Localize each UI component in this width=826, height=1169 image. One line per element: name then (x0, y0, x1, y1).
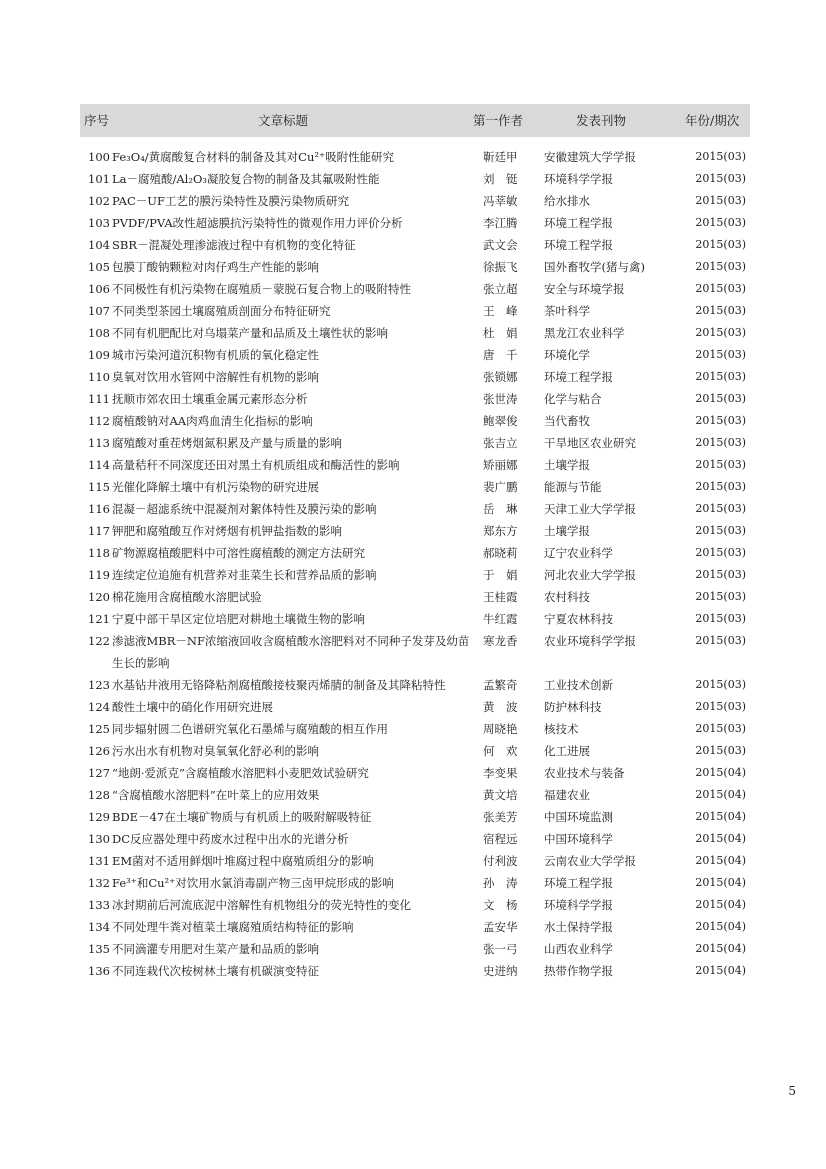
row-number: 115 (88, 480, 110, 494)
row-author: 武文会 (483, 238, 518, 252)
row-title: 臭氧对饮用水管网中溶解性有机物的影响 (112, 370, 319, 384)
row-issue: 2015(04) (695, 854, 746, 867)
header-issue: 年份/期次 (685, 113, 740, 128)
row-issue: 2015(03) (695, 370, 746, 383)
row-journal: 环境化学 (544, 348, 590, 362)
table-row (0, 344, 826, 366)
row-number: 105 (88, 260, 110, 274)
row-title: “含腐植酸水溶肥料”在叶菜上的应用效果 (112, 788, 320, 802)
row-issue: 2015(04) (695, 810, 746, 823)
row-title: 光催化降解土壤中有机污染物的研究进展 (112, 480, 319, 494)
table-row (0, 212, 826, 234)
row-issue: 2015(03) (695, 722, 746, 735)
row-number: 119 (88, 568, 110, 582)
row-journal: 环境工程学报 (544, 876, 613, 890)
row-number: 117 (88, 524, 110, 538)
row-number: 129 (88, 810, 110, 824)
row-title: Fe₃O₄/黄腐酸复合材料的制备及其对Cu²⁺吸附性能研究 (112, 150, 395, 164)
table-row (0, 696, 826, 718)
row-title: 不同有机肥配比对乌塌菜产量和品质及土壤性状的影响 (112, 326, 388, 340)
row-author: 郑东方 (483, 524, 518, 538)
row-author: 张一弓 (483, 942, 518, 956)
table-row (0, 278, 826, 300)
row-title: Fe³⁺和Cu²⁺对饮用水氯消毒副产物三卤甲烷形成的影响 (112, 876, 394, 890)
row-title: 连续定位追施有机营养对韭菜生长和营养品质的影响 (112, 568, 377, 582)
row-issue: 2015(03) (695, 150, 746, 163)
row-journal: 黑龙江农业科学 (544, 326, 625, 340)
row-journal: 干旱地区农业研究 (544, 436, 636, 450)
row-author: 张美芳 (483, 810, 518, 824)
row-author: 张世涛 (483, 392, 518, 406)
row-author: 孙 涛 (483, 876, 518, 890)
row-number: 134 (88, 920, 110, 934)
row-author: 唐 千 (483, 348, 518, 362)
row-issue: 2015(04) (695, 920, 746, 933)
table-row (0, 190, 826, 212)
table-row (0, 630, 826, 674)
header-author: 第一作者 (473, 113, 524, 128)
row-title: 不同连栽代次桉树林土壤有机碳演变特征 (112, 964, 319, 978)
row-author: 矫丽娜 (483, 458, 518, 472)
row-title: 棉花施用含腐植酸水溶肥试验 (112, 590, 262, 604)
row-title: 同步辐射圆二色谱研究氧化石墨烯与腐殖酸的相互作用 (112, 722, 388, 736)
row-number: 120 (88, 590, 110, 604)
row-issue: 2015(03) (695, 392, 746, 405)
row-issue: 2015(04) (695, 876, 746, 889)
row-title: 不同极性有机污染物在腐殖质－蒙脱石复合物上的吸附特性 (112, 282, 411, 296)
row-title: 冰封期前后河流底泥中溶解性有机物组分的荧光特性的变化 (112, 898, 411, 912)
row-number: 118 (88, 546, 110, 560)
row-number: 108 (88, 326, 110, 340)
table-row (0, 322, 826, 344)
row-issue: 2015(03) (695, 260, 746, 273)
row-journal: 工业技术创新 (544, 678, 613, 692)
row-issue: 2015(03) (695, 436, 746, 449)
row-author: 李江腾 (483, 216, 518, 230)
page-number: 5 (788, 1084, 796, 1098)
table-row (0, 784, 826, 806)
row-journal: 云南农业大学学报 (544, 854, 636, 868)
table-row (0, 542, 826, 564)
row-title: PAC－UF工艺的膜污染特性及膜污染物质研究 (112, 194, 349, 208)
row-title: DC反应器处理中药废水过程中出水的光谱分析 (112, 832, 349, 846)
row-issue: 2015(03) (695, 700, 746, 713)
row-number: 112 (88, 414, 110, 428)
row-number: 124 (88, 700, 110, 714)
row-issue: 2015(04) (695, 964, 746, 977)
row-title: 酸性土壤中的硝化作用研究进展 (112, 700, 273, 714)
row-journal: 宁夏农林科技 (544, 612, 613, 626)
row-author: 孟安华 (483, 920, 518, 934)
row-title: 水基钻井液用无铬降粘剂腐植酸接枝聚丙烯腈的制备及其降粘特性 (112, 678, 446, 692)
row-author: 付利波 (483, 854, 518, 868)
row-issue: 2015(04) (695, 832, 746, 845)
row-journal: 给水排水 (544, 194, 590, 208)
row-journal: 中国环境科学 (544, 832, 613, 846)
row-number: 135 (88, 942, 110, 956)
row-author: 冯莘敏 (483, 194, 518, 208)
row-number: 132 (88, 876, 110, 890)
row-number: 106 (88, 282, 110, 296)
row-journal: 河北农业大学学报 (544, 568, 636, 582)
row-title: SBR－混凝处理渗滤液过程中有机物的变化特征 (112, 238, 356, 252)
row-number: 131 (88, 854, 110, 868)
row-author: 王桂霞 (483, 590, 518, 604)
row-title: 不同滴灌专用肥对生菜产量和品质的影响 (112, 942, 319, 956)
row-journal: 环境科学学报 (544, 898, 613, 912)
row-number: 114 (88, 458, 110, 472)
row-number: 100 (88, 150, 110, 164)
row-number: 116 (88, 502, 110, 516)
row-issue: 2015(04) (695, 898, 746, 911)
row-number: 133 (88, 898, 110, 912)
row-title: 混凝－超滤系统中混凝剂对絮体特性及膜污染的影响 (112, 502, 377, 516)
row-title: 腐植酸钠对AA肉鸡血清生化指标的影响 (112, 414, 313, 428)
row-number: 130 (88, 832, 110, 846)
row-author: 何 欢 (483, 744, 518, 758)
row-number: 109 (88, 348, 110, 362)
table-row (0, 674, 826, 696)
header-title: 文章标题 (258, 113, 309, 128)
row-author: 杜 娟 (483, 326, 518, 340)
row-author: 周晓艳 (483, 722, 518, 736)
row-number: 125 (88, 722, 110, 736)
row-journal: 能源与节能 (544, 480, 602, 494)
row-author: 张立超 (483, 282, 518, 296)
row-title: 腐殖酸对重茬烤烟氮积累及产量与质量的影响 (112, 436, 342, 450)
row-author: 徐振飞 (483, 260, 518, 274)
table-row (0, 256, 826, 278)
row-author: 靳廷甲 (483, 150, 518, 164)
row-author: 裴广鹏 (483, 480, 518, 494)
row-issue: 2015(03) (695, 524, 746, 537)
row-number: 103 (88, 216, 110, 230)
table-header (80, 104, 750, 137)
row-title: 渗滤液MBR－NF浓缩液回收含腐植酸水溶肥料对不同种子发芽及幼苗生长的影响 (112, 634, 470, 670)
row-number: 102 (88, 194, 110, 208)
row-number: 123 (88, 678, 110, 692)
row-title: BDE－47在土壤矿物质与有机质上的吸附解吸特征 (112, 810, 372, 824)
table-row (0, 586, 826, 608)
row-issue: 2015(03) (695, 678, 746, 691)
row-journal: 安徽建筑大学学报 (544, 150, 636, 164)
table-row (0, 894, 826, 916)
row-issue: 2015(03) (695, 612, 746, 625)
table-row (0, 498, 826, 520)
row-journal: 热带作物学报 (544, 964, 613, 978)
row-journal: 茶叶科学 (544, 304, 590, 318)
row-author: 黄文培 (483, 788, 518, 802)
table-row (0, 960, 826, 982)
row-title: “地朗·爱派克”含腐植酸水溶肥料小麦肥效试验研究 (112, 766, 369, 780)
table-row (0, 718, 826, 740)
row-issue: 2015(03) (695, 480, 746, 493)
row-issue: 2015(04) (695, 942, 746, 955)
row-journal: 农业环境科学学报 (544, 634, 636, 648)
row-journal: 福建农业 (544, 788, 590, 802)
table-row (0, 916, 826, 938)
row-issue: 2015(04) (695, 788, 746, 801)
row-title: 高量秸秆不同深度还田对黑土有机质组成和酶活性的影响 (112, 458, 400, 472)
row-journal: 土壤学报 (544, 524, 590, 538)
row-author: 牛红霞 (483, 612, 518, 626)
table-row (0, 410, 826, 432)
row-number: 113 (88, 436, 110, 450)
table-row (0, 938, 826, 960)
row-issue: 2015(03) (695, 634, 746, 647)
row-issue: 2015(04) (695, 766, 746, 779)
row-number: 126 (88, 744, 110, 758)
row-journal: 化学与粘合 (544, 392, 602, 406)
row-issue: 2015(03) (695, 590, 746, 603)
table-row (0, 740, 826, 762)
table-row (0, 168, 826, 190)
table-row (0, 476, 826, 498)
row-author: 岳 琳 (483, 502, 518, 516)
row-author: 张锁娜 (483, 370, 518, 384)
row-title: 城市污染河道沉积物有机质的氧化稳定性 (112, 348, 319, 362)
row-author: 王 峰 (483, 304, 518, 318)
table-row (0, 564, 826, 586)
row-title: 宁夏中部干旱区定位培肥对耕地土壤微生物的影响 (112, 612, 365, 626)
row-issue: 2015(03) (695, 304, 746, 317)
row-author: 宿程远 (483, 832, 518, 846)
row-author: 张吉立 (483, 436, 518, 450)
row-title: 钾肥和腐殖酸互作对烤烟有机钾盐指数的影响 (112, 524, 342, 538)
table-row (0, 300, 826, 322)
row-number: 128 (88, 788, 110, 802)
row-journal: 当代畜牧 (544, 414, 590, 428)
row-number: 101 (88, 172, 110, 186)
row-number: 121 (88, 612, 110, 626)
table-row (0, 388, 826, 410)
row-journal: 水土保持学报 (544, 920, 613, 934)
row-issue: 2015(03) (695, 326, 746, 339)
row-title: 污水出水有机物对臭氧氧化舒必利的影响 (112, 744, 319, 758)
row-journal: 环境工程学报 (544, 370, 613, 384)
row-author: 黄 波 (483, 700, 518, 714)
row-title: 抚顺市郊农田土壤重金属元素形态分析 (112, 392, 308, 406)
table-row (0, 872, 826, 894)
row-issue: 2015(03) (695, 458, 746, 471)
row-issue: 2015(03) (695, 282, 746, 295)
table-row (0, 520, 826, 542)
row-title: 不同处理牛粪对植菜土壤腐殖质结构特征的影响 (112, 920, 354, 934)
row-issue: 2015(03) (695, 502, 746, 515)
row-author: 文 杨 (483, 898, 518, 912)
table-row (0, 234, 826, 256)
row-author: 于 娟 (483, 568, 518, 582)
row-issue: 2015(03) (695, 172, 746, 185)
row-title: 包膜丁酸钠颗粒对肉仔鸡生产性能的影响 (112, 260, 319, 274)
row-issue: 2015(03) (695, 568, 746, 581)
row-issue: 2015(03) (695, 238, 746, 251)
row-journal: 山西农业科学 (544, 942, 613, 956)
row-number: 127 (88, 766, 110, 780)
table-row (0, 146, 826, 168)
header-no: 序号 (84, 113, 110, 128)
row-author: 鲍翠俊 (483, 414, 518, 428)
row-number: 110 (88, 370, 110, 384)
row-issue: 2015(03) (695, 546, 746, 559)
row-number: 136 (88, 964, 110, 978)
header-journal: 发表刊物 (576, 113, 627, 128)
row-author: 孟繁奇 (483, 678, 518, 692)
row-journal: 安全与环境学报 (544, 282, 625, 296)
row-author: 史进纳 (483, 964, 518, 978)
row-journal: 环境科学学报 (544, 172, 613, 186)
row-title: EM菌对不适用鲜烟叶堆腐过程中腐殖质组分的影响 (112, 854, 374, 868)
row-author: 寒龙香 (483, 634, 518, 648)
table-row (0, 762, 826, 784)
row-author: 郝晓莉 (483, 546, 518, 560)
table-row (0, 608, 826, 630)
row-journal: 辽宁农业科学 (544, 546, 613, 560)
row-issue: 2015(03) (695, 744, 746, 757)
row-title: 矿物源腐植酸肥料中可溶性腐植酸的测定方法研究 (112, 546, 365, 560)
row-journal: 环境工程学报 (544, 238, 613, 252)
row-number: 104 (88, 238, 110, 252)
row-title: La－腐殖酸/Al₂O₃凝胶复合物的制备及其氟吸附性能 (112, 172, 380, 186)
row-issue: 2015(03) (695, 216, 746, 229)
row-journal: 防护林科技 (544, 700, 602, 714)
row-journal: 国外畜牧学(猪与禽) (544, 260, 645, 274)
row-journal: 环境工程学报 (544, 216, 613, 230)
row-number: 111 (88, 392, 110, 406)
table-row (0, 850, 826, 872)
row-author: 刘 铤 (483, 172, 518, 186)
row-issue: 2015(03) (695, 414, 746, 427)
row-title: PVDF/PVA改性超滤膜抗污染特性的微观作用力评价分析 (112, 216, 403, 230)
row-number: 107 (88, 304, 110, 318)
table-row (0, 432, 826, 454)
table-row (0, 366, 826, 388)
row-author: 李变果 (483, 766, 518, 780)
row-issue: 2015(03) (695, 194, 746, 207)
row-journal: 化工进展 (544, 744, 590, 758)
row-issue: 2015(03) (695, 348, 746, 361)
row-title: 不同类型茶园土壤腐殖质剖面分布特征研究 (112, 304, 331, 318)
table-row (0, 828, 826, 850)
row-journal: 土壤学报 (544, 458, 590, 472)
row-number: 122 (88, 634, 110, 648)
row-journal: 农业技术与装备 (544, 766, 625, 780)
row-journal: 核技术 (544, 722, 579, 736)
table-row (0, 454, 826, 476)
row-journal: 农村科技 (544, 590, 590, 604)
row-journal: 天津工业大学学报 (544, 502, 636, 516)
row-journal: 中国环境监测 (544, 810, 613, 824)
table-row (0, 806, 826, 828)
